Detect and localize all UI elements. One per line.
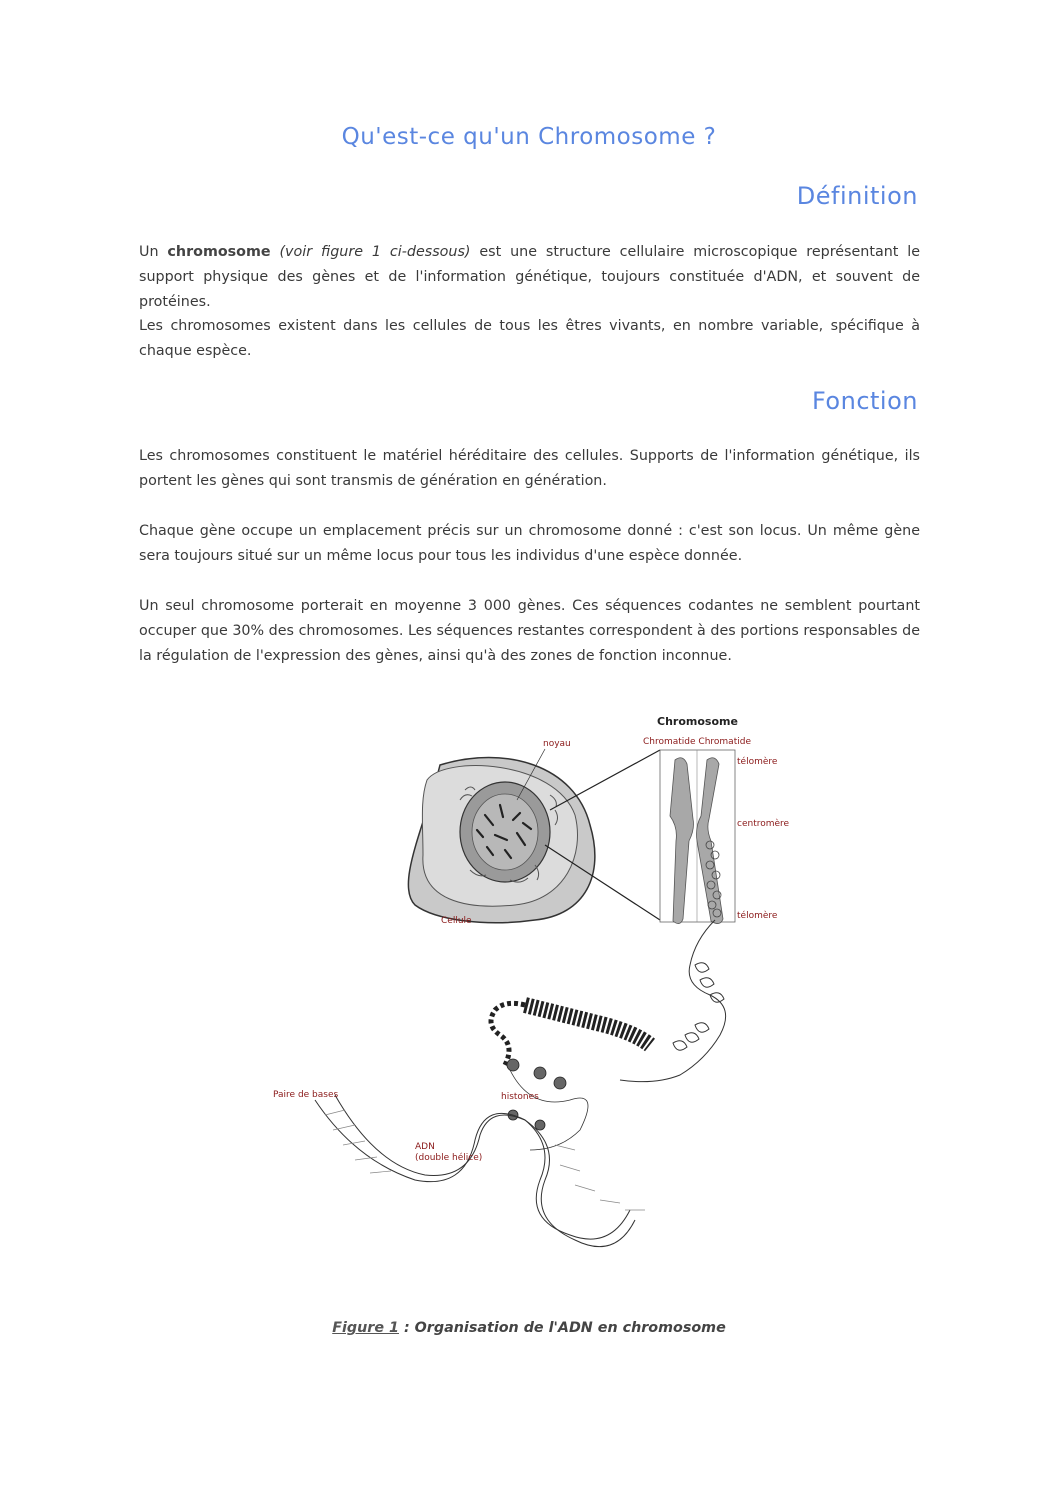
chromosome-drawing <box>670 758 723 924</box>
definition-paragraph-1 <box>139 240 920 314</box>
label-double-helice: (double hélice) <box>415 1153 483 1163</box>
chromosome-illustration <box>255 705 815 1305</box>
heading-definition: Définition <box>796 182 918 210</box>
label-centromere: centromère <box>737 819 790 829</box>
label-telomere-top: télomère <box>737 757 778 767</box>
label-noyau: noyau <box>543 739 571 749</box>
cell-drawing <box>408 758 595 923</box>
label-cellule: Cellule <box>441 916 472 926</box>
fonction-paragraph-1: Les chromosomes constituent le matériel héréditaire des cellules. Supports de l'information génétique, ils portent les gènes qui sont transmis de génération en génération. <box>139 448 920 489</box>
keyword-chromosome: chromosome <box>167 244 271 260</box>
definition-p1-start: Un <box>139 244 159 260</box>
condensed-fibre <box>491 1003 650 1065</box>
definition-paragraph-2: Les chromosomes existent dans les cellules de tous les êtres vivants, en nombre variable, spécifique à chaque espèce. <box>139 318 920 360</box>
label-telomere-bottom: télomère <box>737 911 778 921</box>
definition-p1-rest: est une structure cellulaire microscopique représentant le support physique des gènes et de l'information génétique, toujours constituée d'ADN, et souvent de protéines. <box>139 244 921 310</box>
dna-double-helix <box>315 1095 645 1247</box>
label-adn: ADN <box>415 1142 435 1152</box>
label-chromatides: Chromatide Chromatide <box>643 737 751 747</box>
label-chromosome: Chromosome <box>657 715 738 728</box>
figure-caption-text: : Organisation de l'ADN en chromosome <box>398 1320 726 1336</box>
fonction-paragraph-3: Un seul chromosome porterait en moyenne 3 000 gènes. Ces séquences codantes ne semblent pourtant occuper que 30% des chromosomes. Les séquences restantes correspondent à des portions responsables de la régulation de l'expression des gènes, ainsi qu'à des zones de fonction inconnue. <box>139 598 920 664</box>
label-histones: histones <box>501 1092 539 1102</box>
heading-fonction: Fonction <box>811 387 918 415</box>
chromatin-fibre <box>620 920 726 1082</box>
fonction-paragraph-2: Chaque gène occupe un emplacement précis sur un chromosome donné : c'est son locus. Un même gène sera toujours situé sur un même locus pour tous les individus d'une espèce donnée. <box>139 523 920 564</box>
definition-text <box>139 240 920 364</box>
label-paire-de-bases: Paire de bases <box>273 1090 339 1100</box>
page-title: Qu'est-ce qu'un Chromosome ? <box>341 124 717 150</box>
figure-caption-ref: Figure 1 <box>332 1320 399 1336</box>
figure-caption <box>0 1320 1058 1336</box>
figure-reference-note: (voir figure 1 ci-dessous) <box>279 244 471 260</box>
